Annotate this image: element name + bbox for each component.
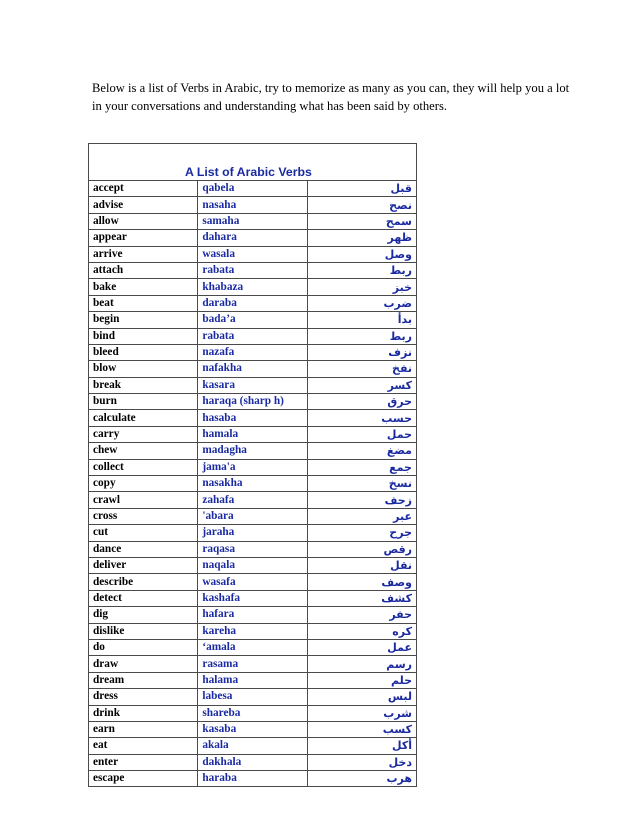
arabic-verb-cell: عمل (307, 639, 416, 655)
transliteration-cell: rasama (198, 656, 307, 672)
transliteration-cell: ‘amala (198, 639, 307, 655)
transliteration-cell: qabela (198, 181, 307, 197)
arabic-verb-cell: كشف (307, 590, 416, 606)
english-verb-cell: burn (89, 394, 198, 410)
transliteration-cell: halama (198, 672, 307, 688)
transliteration-cell: khabaza (198, 279, 307, 295)
transliteration-cell: dakhala (198, 754, 307, 770)
table-row (89, 492, 417, 508)
transliteration-cell: 'abara (198, 508, 307, 524)
english-verb-cell: collect (89, 459, 198, 475)
english-verb-cell: chew (89, 443, 198, 459)
english-verb-cell: cut (89, 525, 198, 541)
arabic-verb-cell: جرح (307, 525, 416, 541)
table-row (89, 771, 417, 787)
table-row (89, 426, 417, 442)
table-row (89, 394, 417, 410)
table-row (89, 328, 417, 344)
arabic-verb-cell: حرق (307, 394, 416, 410)
transliteration-cell: jama'a (198, 459, 307, 475)
arabic-verb-cell: كسب (307, 721, 416, 737)
table-row (89, 721, 417, 737)
table-row (89, 607, 417, 623)
arabic-verb-cell: كسر (307, 377, 416, 393)
table-row (89, 230, 417, 246)
arabic-verb-cell: رقص (307, 541, 416, 557)
transliteration-cell: zahafa (198, 492, 307, 508)
arabic-verb-cell: كره (307, 623, 416, 639)
english-verb-cell: drink (89, 705, 198, 721)
arabic-verb-cell: نقل (307, 557, 416, 573)
arabic-verb-cell: هرب (307, 771, 416, 787)
transliteration-cell: haraba (198, 771, 307, 787)
table-row (89, 525, 417, 541)
transliteration-cell: raqasa (198, 541, 307, 557)
english-verb-cell: appear (89, 230, 198, 246)
arabic-verb-cell: نسخ (307, 476, 416, 492)
english-verb-cell: bake (89, 279, 198, 295)
transliteration-cell: nafakha (198, 361, 307, 377)
table-row (89, 557, 417, 573)
arabic-verb-cell: ربط (307, 328, 416, 344)
table-title: A List of Arabic Verbs (89, 144, 417, 181)
table-row (89, 410, 417, 426)
english-verb-cell: bleed (89, 344, 198, 360)
transliteration-cell: nasakha (198, 476, 307, 492)
arabic-verb-cell: حسب (307, 410, 416, 426)
table-row (89, 459, 417, 475)
transliteration-cell: akala (198, 738, 307, 754)
intro-paragraph: Below is a list of Verbs in Arabic, try to memorize as many as you can, they will help you a lot in your conversations and understanding what has been said by others. (92, 80, 570, 113)
english-verb-cell: draw (89, 656, 198, 672)
english-verb-cell: break (89, 377, 198, 393)
arabic-verb-cell: ربط (307, 262, 416, 278)
table-row (89, 656, 417, 672)
table-row (89, 312, 417, 328)
table-row (89, 689, 417, 705)
english-verb-cell: allow (89, 213, 198, 229)
english-verb-cell: describe (89, 574, 198, 590)
transliteration-cell: daraba (198, 295, 307, 311)
table-title-row (89, 144, 417, 181)
arabic-verb-cell: نفخ (307, 361, 416, 377)
transliteration-cell: shareba (198, 705, 307, 721)
arabic-verb-cell: بدأ (307, 312, 416, 328)
english-verb-cell: calculate (89, 410, 198, 426)
english-verb-cell: dream (89, 672, 198, 688)
table-row (89, 344, 417, 360)
english-verb-cell: dress (89, 689, 198, 705)
transliteration-cell: hafara (198, 607, 307, 623)
table-row (89, 443, 417, 459)
table-row (89, 508, 417, 524)
table-row (89, 639, 417, 655)
arabic-verb-cell: رسم (307, 656, 416, 672)
english-verb-cell: earn (89, 721, 198, 737)
english-verb-cell: bind (89, 328, 198, 344)
arabic-verb-cell: ظهر (307, 230, 416, 246)
english-verb-cell: blow (89, 361, 198, 377)
english-verb-cell: escape (89, 771, 198, 787)
transliteration-cell: dahara (198, 230, 307, 246)
table-row (89, 262, 417, 278)
english-verb-cell: begin (89, 312, 198, 328)
transliteration-cell: rabata (198, 328, 307, 344)
english-verb-cell: carry (89, 426, 198, 442)
table-row (89, 754, 417, 770)
arabic-verb-cell: حلم (307, 672, 416, 688)
arabic-verb-cell: وصف (307, 574, 416, 590)
english-verb-cell: dislike (89, 623, 198, 639)
transliteration-cell: naqala (198, 557, 307, 573)
english-verb-cell: attach (89, 262, 198, 278)
english-verb-cell: crawl (89, 492, 198, 508)
table-row (89, 590, 417, 606)
transliteration-cell: nasaha (198, 197, 307, 213)
table-row (89, 361, 417, 377)
arabic-verb-cell: زحف (307, 492, 416, 508)
table-row (89, 377, 417, 393)
english-verb-cell: advise (89, 197, 198, 213)
transliteration-cell: wasala (198, 246, 307, 262)
english-verb-cell: do (89, 639, 198, 655)
english-verb-cell: dig (89, 607, 198, 623)
arabic-verb-cell: قبل (307, 181, 416, 197)
transliteration-cell: hasaba (198, 410, 307, 426)
english-verb-cell: enter (89, 754, 198, 770)
english-verb-cell: deliver (89, 557, 198, 573)
table-row (89, 672, 417, 688)
arabic-verb-cell: عبر (307, 508, 416, 524)
transliteration-cell: hamala (198, 426, 307, 442)
table-row (89, 295, 417, 311)
arabic-verb-cell: ضرب (307, 295, 416, 311)
table-row (89, 541, 417, 557)
transliteration-cell: madagha (198, 443, 307, 459)
arabic-verb-cell: نزف (307, 344, 416, 360)
english-verb-cell: beat (89, 295, 198, 311)
transliteration-cell: kareha (198, 623, 307, 639)
table-row (89, 246, 417, 262)
arabic-verb-cell: دخل (307, 754, 416, 770)
arabic-verbs-table (88, 143, 417, 787)
arabic-verb-cell: لبس (307, 689, 416, 705)
arabic-verb-cell: شرب (307, 705, 416, 721)
table-row (89, 738, 417, 754)
arabic-verb-cell: سمح (307, 213, 416, 229)
english-verb-cell: eat (89, 738, 198, 754)
english-verb-cell: arrive (89, 246, 198, 262)
transliteration-cell: nazafa (198, 344, 307, 360)
english-verb-cell: cross (89, 508, 198, 524)
arabic-verb-cell: نصح (307, 197, 416, 213)
arabic-verb-cell: حفر (307, 607, 416, 623)
arabic-verb-cell: حمل (307, 426, 416, 442)
transliteration-cell: haraqa (sharp h) (198, 394, 307, 410)
transliteration-cell: wasafa (198, 574, 307, 590)
transliteration-cell: jaraha (198, 525, 307, 541)
english-verb-cell: dance (89, 541, 198, 557)
table-row (89, 197, 417, 213)
table-row (89, 623, 417, 639)
arabic-verb-cell: خبز (307, 279, 416, 295)
transliteration-cell: bada’a (198, 312, 307, 328)
transliteration-cell: kashafa (198, 590, 307, 606)
table-row (89, 476, 417, 492)
english-verb-cell: accept (89, 181, 198, 197)
transliteration-cell: rabata (198, 262, 307, 278)
table-row (89, 574, 417, 590)
arabic-verb-cell: أكل (307, 738, 416, 754)
table-row (89, 213, 417, 229)
table-row (89, 279, 417, 295)
table-row (89, 705, 417, 721)
arabic-verb-cell: وصل (307, 246, 416, 262)
transliteration-cell: kasaba (198, 721, 307, 737)
arabic-verb-cell: جمع (307, 459, 416, 475)
english-verb-cell: copy (89, 476, 198, 492)
arabic-verb-cell: مضغ (307, 443, 416, 459)
transliteration-cell: kasara (198, 377, 307, 393)
transliteration-cell: samaha (198, 213, 307, 229)
transliteration-cell: labesa (198, 689, 307, 705)
english-verb-cell: detect (89, 590, 198, 606)
table-row (89, 181, 417, 197)
